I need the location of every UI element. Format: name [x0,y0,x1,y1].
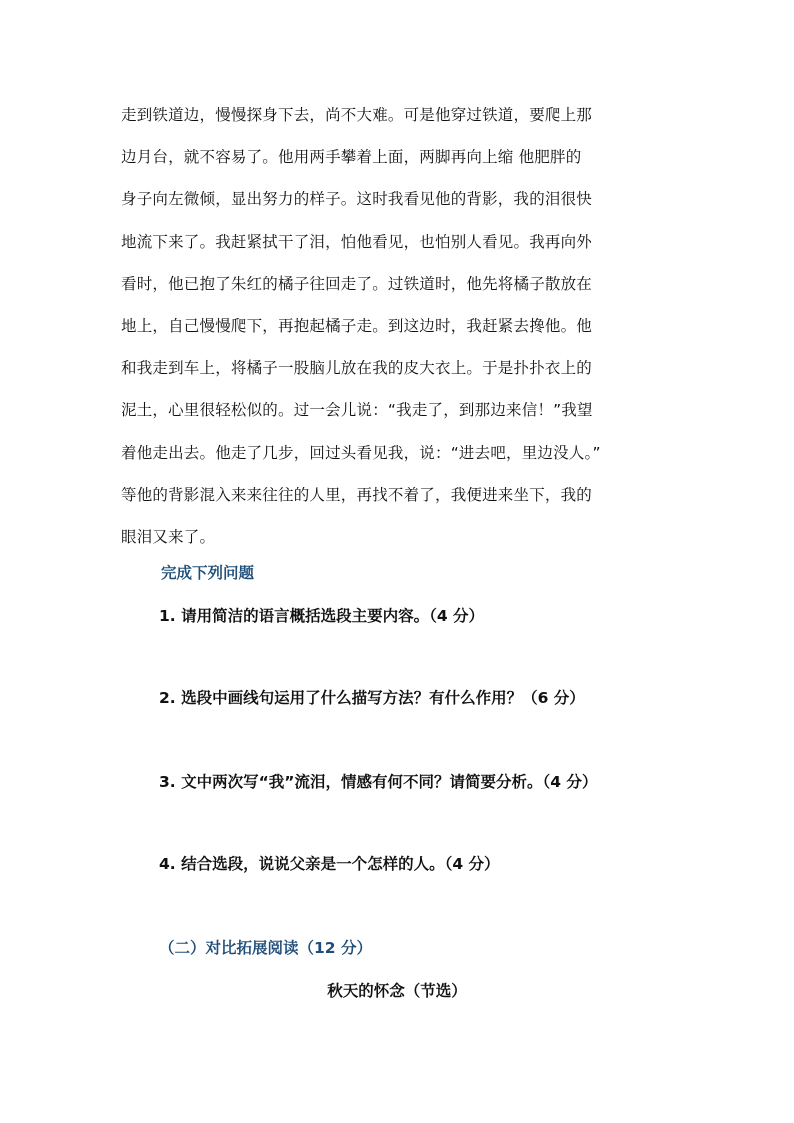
question-2: 2. 选段中画线句运用了什么描写方法？有什么作用？（6 分） [159,689,585,707]
passage-line: 身子向左微倾，显出努力的样子。这时我看见他的背影，我的泪很快 [121,190,593,209]
passage-line: 边月台，就不容易了。他用两手攀着上面，两脚再向上缩 他肥胖的 [121,148,582,167]
passage-line: 和我走到车上，将橘子一股脑儿放在我的皮大衣上。于是扑扑衣上的 [121,359,593,378]
passage-line: 地上，自己慢慢爬下，再抱起橘子走。到这边时，我赶紧去搀他。他 [121,316,593,335]
passage-line: 泥土，心里很轻松似的。过一会儿说：“我走了，到那边来信！”我望 [121,401,593,420]
passage-line: 眼泪又来了。 [121,527,216,546]
passage-line: 走到铁道边，慢慢探身下去，尚不大难。可是他穿过铁道，要爬上那 [121,106,593,124]
essay-title: 秋天的怀念（节选） [327,982,467,1000]
passage-line: 地流下来了。我赶紧拭干了泪，怕他看见，也怕别人看见。我再向外 [121,232,593,251]
passage-line: 着他走出去。他走了几步，回过头看见我，说：“进去吧，里边没人。” [121,443,601,462]
section-heading: 完成下列问题 [161,564,255,582]
passage [121,100,681,564]
passage-line: 等他的背影混入来来往往的人里，再找不着了，我便进来坐下，我的 [121,485,593,504]
passage-line: 看时，他已抱了朱红的橘子往回走了。过铁道时，他先将橘子散放在 [121,274,593,293]
question-1: 1. 请用简洁的语言概括选段主要内容。（4 分） [159,607,485,625]
part-title: （二）对比拓展阅读（12 分） [159,939,372,957]
question-3: 3. 文中两次写“我”流泪，情感有何不同？请简要分析。（4 分） [159,773,598,791]
question-4: 4. 结合选段，说说父亲是一个怎样的人。（4 分） [159,855,500,873]
